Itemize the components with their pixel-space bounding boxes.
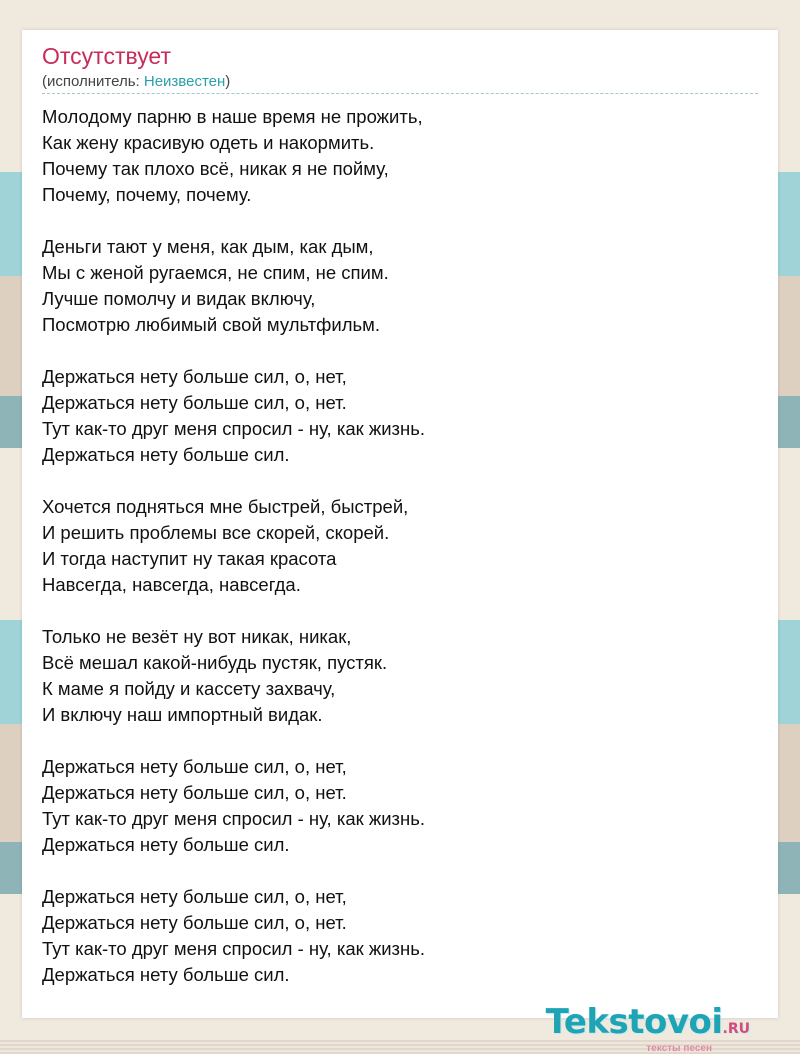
lyrics-line: Всё мешал какой-нибудь пустяк, пустяк. [42,652,388,673]
artist-prefix: (исполнитель: [42,73,144,90]
lyrics-line: Тут как-то друг меня спросил - ну, как жизнь. [42,808,426,829]
lyrics-line: Держаться нету больше сил, о, нет. [42,392,347,413]
lyrics-line: Держаться нету больше сил, о, нет, [42,756,347,777]
lyrics-line: Держаться нету больше сил, о, нет. [42,912,347,933]
artist-line [42,73,230,90]
lyrics-line: Мы с женой ругаемся, не спим, не спим. [42,262,389,283]
artist-suffix: ) [225,73,231,90]
lyrics-text [42,104,762,1014]
lyrics-line: Держаться нету больше сил. [42,444,290,465]
lyrics-line: Лучше помолчу и видак включу, [42,288,316,309]
lyrics-line: Почему так плохо всё, никак я не пойму, [42,158,389,179]
lyrics-line: И решить проблемы все скорей, скорей. [42,522,390,543]
lyrics-line: Только не везёт ну вот никак, никак, [42,626,352,647]
lyrics-line: Как жену красивую одеть и накормить. [42,132,375,153]
lyrics-line: Посмотрю любимый свой мультфильм. [42,314,381,335]
dashed-divider [42,93,758,94]
logo-wordmark [546,1004,750,1047]
lyrics-line: Хочется подняться мне быстрей, быстрей, [42,496,409,517]
lyrics-line: Почему, почему, почему. [42,184,252,205]
lyrics-line: К маме я пойду и кассету захвачу, [42,678,336,699]
lyrics-stanza [42,234,762,338]
lyrics-stanza [42,104,762,208]
lyrics-line: Деньги тают у меня, как дым, как дым, [42,236,374,257]
lyrics-line: Держаться нету больше сил. [42,964,290,985]
lyrics-line: Тут как-то друг меня спросил - ну, как жизнь. [42,418,426,439]
lyrics-line: Молодому парню в наше время не прожить, [42,106,423,127]
lyrics-line: Держаться нету больше сил, о, нет. [42,782,347,803]
site-logo[interactable] [546,1004,750,1054]
lyrics-stanza [42,494,762,598]
lyrics-stanza [42,624,762,728]
lyrics-card [22,30,778,1054]
lyrics-line: Держаться нету больше сил, о, нет, [42,366,347,387]
lyrics-line: И тогда наступит ну такая красота [42,548,337,569]
lyrics-stanza [42,364,762,468]
artist-link[interactable]: Неизвестен [143,73,226,90]
logo-name: Tekstovoi [545,1002,723,1042]
song-title: Отсутствует [42,43,171,69]
logo-tagline: тексты песен [646,1043,712,1054]
lyrics-line: Тут как-то друг меня спросил - ну, как жизнь. [42,938,426,959]
lyrics-line: И включу наш импортный видак. [42,704,323,725]
lyrics-line: Навсегда, навсегда, навсегда. [42,574,301,595]
lyrics-line: Держаться нету больше сил, о, нет, [42,886,347,907]
lyrics-line: Держаться нету больше сил. [42,834,290,855]
logo-tld: .RU [722,1021,750,1037]
lyrics-stanza [42,884,762,988]
lyrics-stanza [42,754,762,858]
